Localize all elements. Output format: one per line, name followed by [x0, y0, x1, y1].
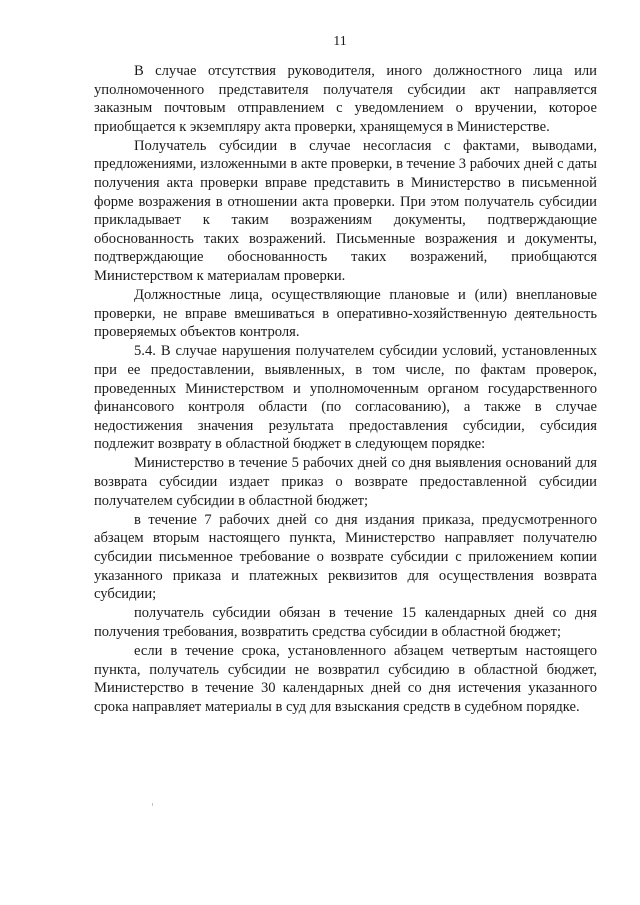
- paragraph-written-demand: в течение 7 рабочих дней со дня издания приказа, предусмотренного абзацем вторым настоящего пункта, Министерство направляет получателю субсидии письменное требование о возврате субсидии с приложением копии указанного приказа и платежных реквизитов для осуществления возврата субсидии;: [94, 511, 597, 603]
- page-number: 11: [333, 34, 347, 49]
- paragraph-objections: Получатель субсидии в случае несогласия с фактами, выводами, предложениями, изложенными в акте проверки, в течение 3 рабочих дней с даты получения акта проверки вправе представить в Министерство в письменной форме возражения в отношении акта проверки. При этом получатель субсидии прикладывает к таким возражениям документы, подтверждающие обоснованность таких возражений. Письменные возражения и документы, подтверждающие обоснованность таких возражений, приобщаются Министерством к материалам проверки.: [94, 137, 597, 285]
- paragraph-officials-interference: Должностные лица, осуществляющие плановые и (или) внеплановые проверки, не вправе вмешиваться в оперативно-хозяйственную деятельность проверяемых объектов контроля.: [94, 287, 597, 341]
- paragraph-act-delivery: В случае отсутствия руководителя, иного должностного лица или уполномоченного представителя получателя субсидии акт направляется заказным почтовым отправлением с уведомлением о вручении, которое приобщается к экземпляру акта проверки, хранящемуся в Министерстве.: [94, 63, 597, 135]
- document-body: [94, 62, 597, 717]
- paragraph-court-action: если в течение срока, установленного абзацем четвертым настоящего пункта, получатель субсидии не возвратил субсидию в областной бюджет, Министерство в течение 30 календарных дней со дня истечения указанного срока направляет материалы в суд для взыскания средств в судебном порядке.: [94, 642, 597, 715]
- paragraph-section-5-4: 5.4. В случае нарушения получателем субсидии условий, установленных при ее предоставлении, выявленных, в том числе, по фактам проверок, проведенных Министерством и уполномоченным органом государственного финансового контроля области (по согласованию), а также в случае недостижения значения результата предоставления субсидии, субсидия подлежит возврату в областной бюджет в следующем порядке:: [94, 343, 597, 453]
- paragraph-return-obligation: получатель субсидии обязан в течение 15 календарных дней со дня получения требования, возвратить средства субсидии в областной бюджет;: [94, 605, 597, 640]
- paragraph-ministry-order: Министерство в течение 5 рабочих дней со дня выявления оснований для возврата субсидии издает приказ о возврате предоставленной субсидии получателем субсидии в областной бюджет;: [94, 455, 597, 509]
- scan-speck: [152, 803, 153, 806]
